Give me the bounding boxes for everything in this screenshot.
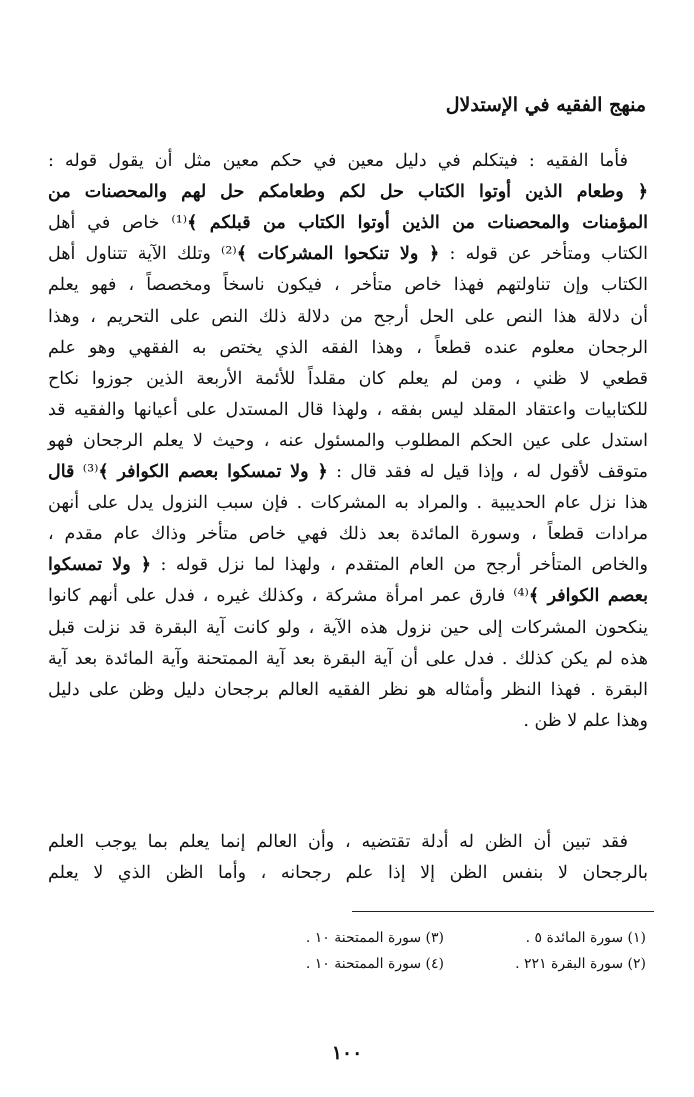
footnote-separator — [352, 911, 654, 912]
text-line — [48, 861, 648, 885]
page-number: ١٠٠ — [331, 1042, 363, 1064]
text-line — [48, 553, 648, 577]
quran-verse-text: ﴿ وطعام الذين أوتوا الكتاب حل لكم وطعامكم حل لهم والمحصنات من — [48, 182, 648, 203]
line-text: بالرجحان لا بنفس الظن إلا إذا علم رجحانه ، وأما الظن الذي لا يعلم — [48, 863, 648, 884]
line-text: أن دلالة هذا النص على الحل أرجح من دلالة ذلك النص على التحريم ، وهذا — [48, 306, 648, 327]
footnote-4: (٤) سورة الممتحنة ١٠ . — [305, 956, 444, 972]
line-text: مرادات قطعاً ، وسورة المائدة بعد ذلك فهي خاص متأخر وذاك عام مقدم ، — [48, 524, 648, 545]
text-line — [48, 491, 648, 515]
line-text: ⁽³⁾ — [74, 462, 99, 482]
line-text: الكتاب وإن تناولتهم فهذا خاص متأخر ، فيكون ناسخاً ومخصصاً ، فهو يعلم — [48, 275, 648, 296]
quran-verse-text: قال — [48, 462, 75, 482]
text-line — [48, 336, 648, 360]
text-line — [48, 678, 648, 702]
text-line — [48, 647, 648, 671]
line-text: ينكحون المشركات إلى حين نزول هذه الآية ، ولو كانت آية البقرة قد نزلت قبل — [48, 617, 648, 638]
line-text: استدل على عين الحكم المطلوب والمسئول عنه ، وحيث لا يعلم الرجحان فهو — [48, 430, 648, 451]
line-text: وهذا علم لا ظن . — [523, 710, 648, 731]
text-line — [48, 242, 648, 266]
line-text: هذه لم يكن كذلك . فدل على أن آية البقرة بعد آية الممتحنة وآية المائدة بعد آية — [48, 648, 648, 669]
text-line — [48, 584, 648, 608]
line-text: فقد تبين أن الظن له أدلة تقتضيه ، وأن العالم إنما يعلم بما يوجب العلم — [48, 832, 628, 852]
running-header: منهج الفقيه في الإستدلال — [445, 94, 646, 116]
line-text: البقرة . فهذا النظر وأمثاله هو نظر الفقيه العالم برجحان دليل وظن على دليل — [48, 679, 648, 700]
text-line — [48, 616, 648, 640]
text-line — [48, 273, 648, 297]
quran-verse-text: ﴿ ولا تمسكوا بعصم الكوافر ﴾ — [98, 462, 328, 482]
line-text: متوقف لأقول له ، وإذا قيل له فقد قال : — [327, 462, 648, 482]
quran-verse-text: ﴿ ولا تمسكوا — [48, 555, 151, 576]
text-line — [48, 149, 628, 173]
line-text: ⁽²⁾ وتلك الآية تتناول أهل — [48, 244, 237, 265]
footnote-3: (٣) سورة الممتحنة ١٠ . — [305, 930, 444, 946]
footnote-2: (٢) سورة البقرة ٢٢١ . — [515, 956, 646, 972]
line-text: الرجحان معلوم عنده قطعاً ، وهذا الفقه الذي يختص به الفقهي وهو علم — [48, 337, 648, 358]
text-line — [48, 830, 628, 854]
line-text: والخاص المتأخر أرجح من العام المتقدم ، ولهذا لما نزل قوله : — [150, 555, 648, 576]
quran-verse-text: بعصم الكوافر ﴾ — [528, 586, 648, 607]
text-line — [48, 429, 648, 453]
text-line — [48, 305, 648, 329]
line-text: ⁽¹⁾ خاص في أهل — [48, 213, 188, 234]
quran-verse-text: ﴿ ولا تنكحوا المشركات ﴾ — [236, 244, 440, 265]
line-text: للكتابيات واعتقاد المقلد ليس بفقه ، ولهذا قال المستدل على أعيانها والفقيه قد — [48, 399, 648, 420]
line-text: قطعي لا ظني ، ومن لم يعلم كان مقلداً للأئمة الأربعة الذين جوزوا نكاح — [48, 368, 648, 389]
line-text: فأما الفقيه : فيتكلم في دليل معين في حكم معين مثل أن يقول قوله : — [48, 151, 628, 171]
line-text: ⁽⁴⁾ فارق عمر امرأة مشركة ، وكذلك غيره ، فدل على أنهم كانوا — [48, 586, 529, 607]
text-line — [48, 367, 648, 391]
quran-verse-text: المؤمنات والمحصنات من الذين أوتوا الكتاب من قبلكم ﴾ — [187, 213, 649, 234]
footnote-1: (١) سورة المائدة ٥ . — [525, 930, 646, 946]
text-line — [48, 460, 648, 484]
text-line — [48, 180, 648, 204]
text-line — [523, 709, 648, 733]
text-line — [48, 398, 648, 422]
text-line — [48, 522, 648, 546]
text-line — [48, 211, 648, 235]
line-text: الكتاب ومتأخر عن قوله : — [439, 244, 648, 265]
line-text: هذا نزل عام الحديبية . والمراد به المشركات . فإن سبب النزول يدل على أنهن — [48, 493, 648, 514]
